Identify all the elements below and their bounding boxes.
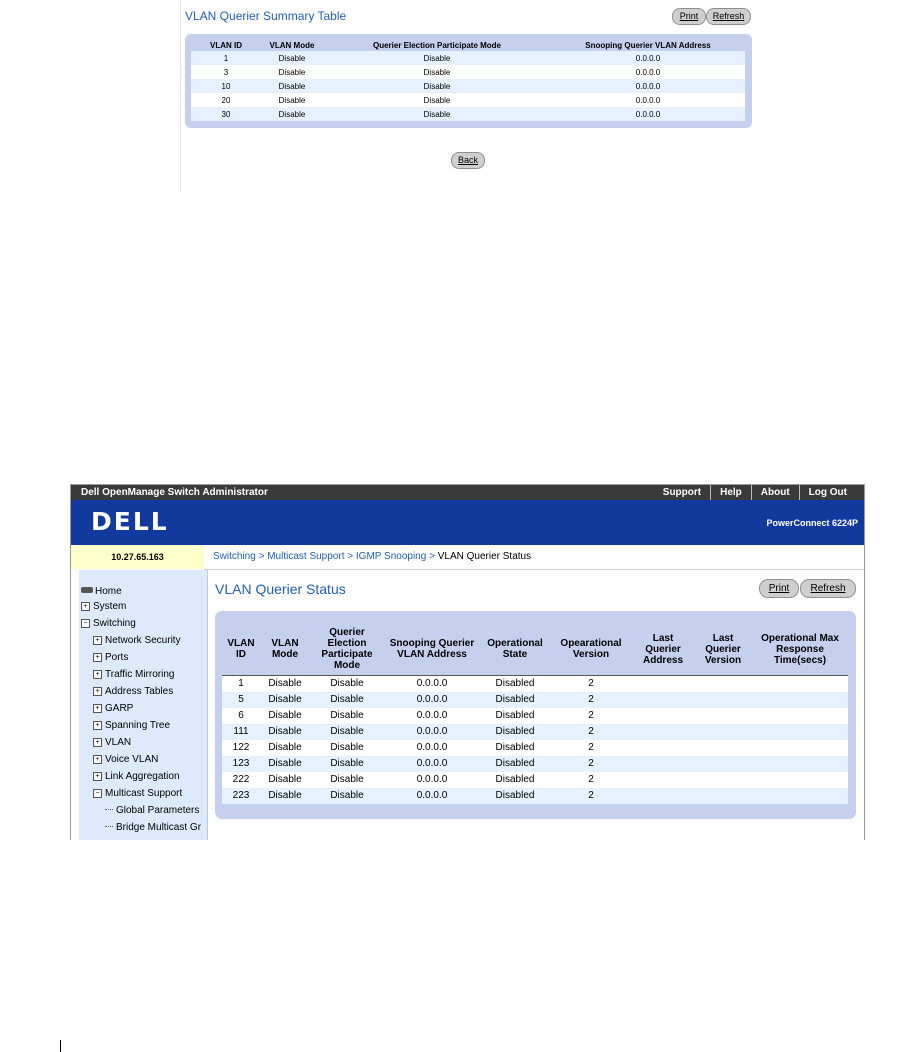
table-cell: 0.0.0.0: [551, 107, 745, 121]
table-cell: [752, 756, 848, 772]
breadcrumb-multicast-support[interactable]: Multicast Support: [267, 551, 345, 562]
col-querier-election: Querier Election Participate Mode: [310, 623, 384, 676]
table-cell: Disable: [260, 788, 310, 804]
table-cell: Disable: [310, 708, 384, 724]
table-cell: [694, 740, 752, 756]
expand-icon[interactable]: +: [93, 772, 102, 781]
col-max-response-time: Operational Max Response Time(secs): [752, 623, 848, 676]
summary-col-querier-election: Querier Election Participate Mode: [372, 41, 502, 50]
breadcrumb-current: VLAN Querier Status: [437, 551, 532, 562]
table-cell: [752, 788, 848, 804]
summary-col-vlan-mode: VLAN Mode: [269, 41, 315, 50]
table-cell: [694, 724, 752, 740]
table-row: [222, 788, 848, 804]
breadcrumb-switching[interactable]: Switching: [213, 551, 256, 562]
sidebar-item-address-tables[interactable]: + Address Tables: [93, 686, 173, 697]
table-cell: 2: [550, 788, 632, 804]
sidebar-item-spanning-tree[interactable]: + Spanning Tree: [93, 720, 170, 731]
table-cell: 0.0.0.0: [384, 740, 480, 756]
expand-icon[interactable]: +: [93, 636, 102, 645]
summary-refresh-button[interactable]: Refresh: [706, 8, 751, 25]
top-nav: [654, 485, 856, 500]
table-cell: 0.0.0.0: [384, 788, 480, 804]
table-cell: [752, 724, 848, 740]
collapse-icon[interactable]: −: [81, 619, 90, 628]
summary-col-snooping-address: Snooping Querier VLAN Address: [585, 41, 711, 50]
banner: [71, 500, 864, 545]
table-cell: Disable: [261, 65, 323, 79]
expand-icon[interactable]: +: [93, 670, 102, 679]
table-row: [222, 724, 848, 740]
breadcrumb: Switching > Multicast Support > IGMP Snooping > VLAN Querier Status: [213, 551, 532, 562]
table-cell: Disable: [261, 107, 323, 121]
table-cell: Disable: [310, 740, 384, 756]
table-cell: 2: [550, 708, 632, 724]
sidebar-item-garp[interactable]: + GARP: [93, 703, 133, 714]
breadcrumb-igmp-snooping[interactable]: IGMP Snooping: [355, 551, 427, 562]
table-cell: [694, 708, 752, 724]
nav-logout-link[interactable]: Log Out: [799, 485, 856, 500]
table-cell: [632, 772, 694, 788]
table-cell: 2: [550, 724, 632, 740]
table-cell: [632, 708, 694, 724]
table-cell: Disable: [260, 724, 310, 740]
table-cell: 3: [191, 65, 261, 79]
header-divider: [204, 569, 864, 570]
tree-line-icon: [105, 826, 113, 827]
table-cell: 222: [222, 772, 260, 788]
table-cell: [694, 788, 752, 804]
print-button[interactable]: Print: [759, 579, 799, 598]
table-cell: 0.0.0.0: [384, 676, 480, 693]
table-cell: Disabled: [480, 676, 550, 693]
table-row: [191, 93, 745, 107]
home-icon: [81, 587, 93, 593]
table-cell: 223: [222, 788, 260, 804]
table-cell: Disable: [260, 692, 310, 708]
table-cell: [632, 676, 694, 693]
table-cell: [632, 740, 694, 756]
table-cell: 0.0.0.0: [551, 51, 745, 65]
table-row: [222, 676, 848, 693]
sidebar-item-voice-vlan[interactable]: + Voice VLAN: [93, 754, 158, 765]
table-cell: [694, 692, 752, 708]
table-row: [222, 756, 848, 772]
table-cell: Disable: [260, 756, 310, 772]
table-cell: [694, 676, 752, 693]
table-cell: Disabled: [480, 772, 550, 788]
top-bar: [71, 485, 864, 500]
table-row: [191, 107, 745, 121]
summary-col-vlan-id: VLAN ID: [210, 41, 242, 50]
table-cell: 122: [222, 740, 260, 756]
table-cell: 1: [191, 51, 261, 65]
table-cell: 0.0.0.0: [551, 93, 745, 107]
col-last-querier-version: Last Querier Version: [694, 623, 752, 676]
table-cell: Disable: [323, 51, 551, 65]
table-cell: 2: [550, 772, 632, 788]
expand-icon[interactable]: +: [93, 704, 102, 713]
table-cell: Disable: [261, 79, 323, 93]
page-title: VLAN Querier Status: [215, 581, 346, 597]
table-cell: Disabled: [480, 740, 550, 756]
sidebar-item-switching[interactable]: − Switching: [81, 618, 136, 629]
sidebar-item-network-security[interactable]: + Network Security: [93, 635, 181, 646]
table-cell: Disable: [310, 772, 384, 788]
expand-icon[interactable]: +: [93, 687, 102, 696]
expand-icon[interactable]: +: [93, 721, 102, 730]
table-cell: [752, 740, 848, 756]
nav-support-link[interactable]: Support: [662, 487, 702, 498]
sidebar-item-global-parameters[interactable]: Global Parameters: [105, 805, 199, 816]
col-vlan-id: VLAN ID: [222, 623, 260, 676]
table-cell: Disable: [261, 93, 323, 107]
app-title: Dell OpenManage Switch Administrator: [81, 487, 268, 498]
table-cell: Disable: [260, 740, 310, 756]
table-cell: Disabled: [480, 756, 550, 772]
table-cell: 20: [191, 93, 261, 107]
sidebar-item-system[interactable]: + System: [81, 601, 126, 612]
collapse-icon[interactable]: −: [93, 789, 102, 798]
table-cell: Disable: [310, 788, 384, 804]
table-cell: 123: [222, 756, 260, 772]
table-cell: 0.0.0.0: [384, 692, 480, 708]
table-cell: Disable: [260, 708, 310, 724]
model-name: PowerConnect 6224P: [766, 518, 858, 528]
expand-icon[interactable]: +: [93, 653, 102, 662]
table-cell: 0.0.0.0: [384, 708, 480, 724]
table-cell: 0.0.0.0: [384, 756, 480, 772]
table-row: [191, 65, 745, 79]
nav-help-link[interactable]: Help: [710, 485, 751, 500]
sidebar-item-traffic-mirroring[interactable]: + Traffic Mirroring: [93, 669, 174, 680]
table-cell: Disable: [323, 65, 551, 79]
table-cell: 30: [191, 107, 261, 121]
summary-title: VLAN Querier Summary Table: [185, 9, 347, 23]
sidebar-item-vlan[interactable]: + VLAN: [93, 737, 131, 748]
table-cell: Disable: [323, 107, 551, 121]
table-cell: [632, 692, 694, 708]
col-operational-state: Operational State: [480, 623, 550, 676]
table-cell: 5: [222, 692, 260, 708]
sidebar-item-link-aggregation[interactable]: + Link Aggregation: [93, 771, 180, 782]
table-row: [191, 51, 745, 65]
table-cell: Disabled: [480, 724, 550, 740]
sidebar-item-multicast-support[interactable]: − Multicast Support: [93, 788, 182, 799]
table-cell: Disabled: [480, 788, 550, 804]
summary-table: [185, 34, 752, 128]
table-cell: 1: [222, 676, 260, 693]
col-vlan-mode: VLAN Mode: [260, 623, 310, 676]
sidebar: [79, 570, 208, 840]
table-cell: 0.0.0.0: [551, 79, 745, 93]
table-cell: Disable: [260, 772, 310, 788]
table-row: [222, 692, 848, 708]
col-operational-version: Opearational Version: [550, 623, 632, 676]
table-row: [222, 708, 848, 724]
table-cell: [694, 772, 752, 788]
table-row: [222, 740, 848, 756]
dell-logo: DELL: [91, 507, 169, 536]
table-cell: 0.0.0.0: [551, 65, 745, 79]
expand-icon[interactable]: +: [81, 602, 90, 611]
sidebar-item-ports[interactable]: + Ports: [93, 652, 128, 663]
table-cell: 6: [222, 708, 260, 724]
sidebar-item-home[interactable]: Home: [81, 586, 122, 597]
querier-status-table: [215, 611, 856, 819]
table-cell: 2: [550, 676, 632, 693]
table-cell: Disable: [310, 724, 384, 740]
table-cell: Disable: [310, 756, 384, 772]
table-cell: Disable: [323, 93, 551, 107]
col-last-querier-address: Last Querier Address: [632, 623, 694, 676]
back-button[interactable]: Back: [451, 152, 485, 169]
table-row: [222, 772, 848, 788]
table-cell: 2: [550, 756, 632, 772]
table-cell: 0.0.0.0: [384, 772, 480, 788]
table-cell: Disable: [260, 676, 310, 693]
tree-line-icon: [105, 809, 113, 810]
table-cell: Disable: [261, 51, 323, 65]
table-cell: Disabled: [480, 692, 550, 708]
table-cell: 2: [550, 692, 632, 708]
table-row: [191, 79, 745, 93]
table-cell: 2: [550, 740, 632, 756]
table-cell: Disable: [323, 79, 551, 93]
table-cell: [632, 724, 694, 740]
page-margin-line: [60, 1040, 61, 1052]
switch-admin-window: [70, 484, 865, 840]
table-cell: Disable: [310, 692, 384, 708]
table-cell: [752, 708, 848, 724]
table-cell: [752, 772, 848, 788]
table-cell: [694, 756, 752, 772]
table-cell: [752, 692, 848, 708]
summary-print-button[interactable]: Print: [672, 8, 706, 25]
col-snooping-address: Snooping Querier VLAN Address: [384, 623, 480, 676]
table-cell: [632, 788, 694, 804]
table-cell: 0.0.0.0: [384, 724, 480, 740]
expand-icon[interactable]: +: [93, 738, 102, 747]
table-cell: Disabled: [480, 708, 550, 724]
table-cell: 10: [191, 79, 261, 93]
sidebar-item-bridge-multicast[interactable]: Bridge Multicast Gr: [105, 822, 201, 833]
table-cell: 111: [222, 724, 260, 740]
table-cell: Disable: [310, 676, 384, 693]
table-cell: [752, 676, 848, 693]
expand-icon[interactable]: +: [93, 755, 102, 764]
refresh-button[interactable]: Refresh: [800, 579, 856, 598]
ip-address: 10.27.65.163: [71, 545, 204, 569]
nav-about-link[interactable]: About: [751, 485, 799, 500]
table-cell: [632, 756, 694, 772]
